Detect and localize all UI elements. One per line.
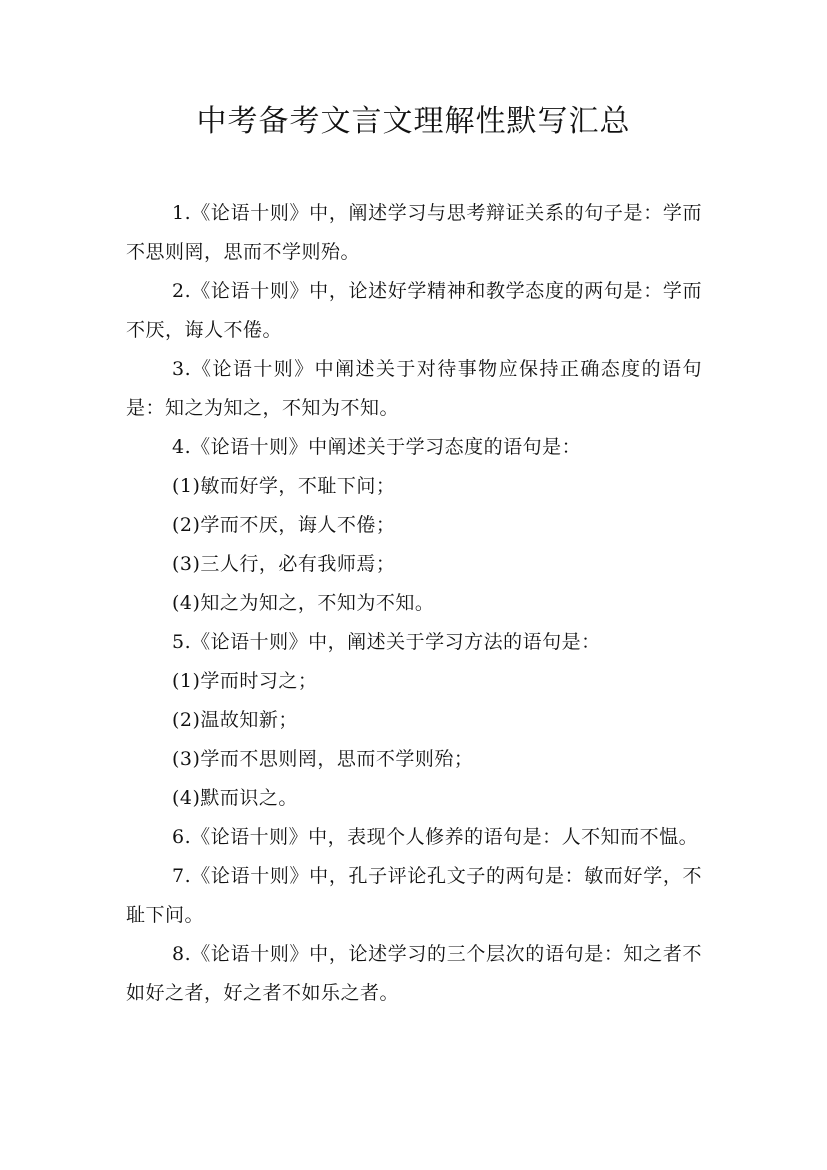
- paragraph-4-item-2: (2)学而不厌，诲人不倦；: [172, 514, 396, 536]
- paragraph-4-item-3: (3)三人行，必有我师焉；: [172, 553, 396, 575]
- paragraph-5-item-3: (3)学而不思则罔，思而不学则殆；: [172, 748, 474, 770]
- paragraph-4-item-1: (1)敏而好学，不耻下问；: [172, 475, 396, 497]
- paragraph-4-item-4: (4)知之为知之，不知为不知。: [172, 592, 435, 614]
- paragraph-3: 3.《论语十则》中阐述关于对待事物应保持正确态度的语句是：知之为知之，不知为不知。: [126, 358, 702, 419]
- paragraph-5-item-4: (4)默而识之。: [172, 787, 298, 809]
- paragraph-6: 6.《论语十则》中，表现个人修养的语句是：人不知而不愠。: [172, 826, 699, 848]
- paragraph-1: 1.《论语十则》中，阐述学习与思考辩证关系的句子是：学而不思则罔，思而不学则殆。: [126, 202, 702, 263]
- document-title: 中考备考文言文理解性默写汇总: [196, 104, 631, 139]
- document-body: [126, 194, 702, 1013]
- paragraph-5-item-2: (2)温故知新；: [172, 709, 298, 731]
- paragraph-4: 4.《论语十则》中阐述关于学习态度的语句是：: [172, 436, 582, 458]
- paragraph-7: 7.《论语十则》中，孔子评论孔文子的两句是：敏而好学，不耻下问。: [126, 865, 702, 926]
- paragraph-2: 2.《论语十则》中，论述好学精神和教学态度的两句是：学而不厌，诲人不倦。: [126, 280, 702, 341]
- paragraph-5-item-1: (1)学而时习之；: [172, 670, 318, 692]
- paragraph-8: 8.《论语十则》中，论述学习的三个层次的语句是：知之者不如好之者，好之者不如乐之者。: [126, 943, 702, 1004]
- paragraph-5: 5.《论语十则》中，阐述关于学习方法的语句是：: [172, 631, 601, 653]
